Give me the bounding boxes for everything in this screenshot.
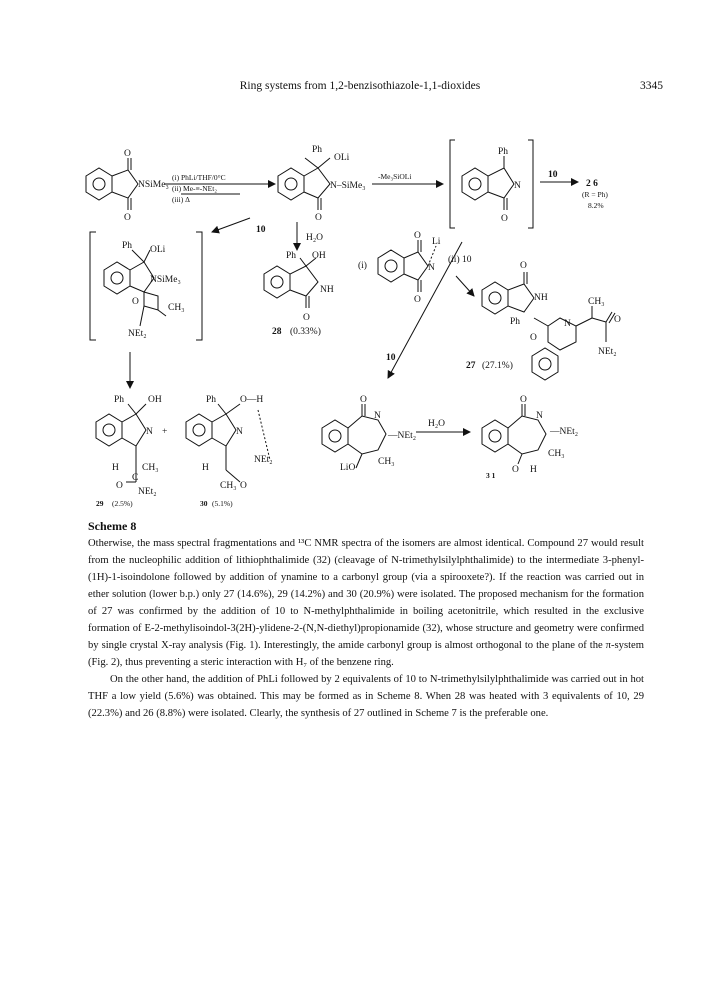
compound-28: 28: [272, 327, 282, 337]
label-h: H: [202, 463, 209, 473]
compound-27-yield: (27.1%): [482, 361, 513, 371]
paragraph: Otherwise, the mass spectral fragmentations and ¹³C NMR spectra of the isomers are almost identical. Compound 27 would result from the nucleophilic addition of lithiophthalimide (32) (cleavage of N-trimethylsilylphthalimide) to the intermediate 3-phenyl-(1H)-1-isoindolone followed by addition of ynamine to a carbonyl group (via a spirooxete?). If the reaction was carried out in ether solution (lower b.p.) only 27 (14.6%), 29 (14.2%) and 30 (20.9%) were isolated. The proposed mechanism for the formation of 27 was confirmed by the addition of 10 to N-methylphthalimide in boiling acetonitrile, which resulted in the exclusive formation of E-2-methylisoindol-3(2H)-ylidene-2-(N,N-diethyl)propionamide (32), whose structure and geometry were confirmed by single crystal X-ray analysis (Fig. 1). Interestingly, the amide carbonyl group is almost orthogonal to the plane of the π-system (Fig. 2), thus preventing a steric interaction with H₇ of the benzene ring.: [88, 538, 644, 668]
reagent-h2o: H₂O: [306, 233, 324, 243]
label-plus: +: [162, 427, 168, 437]
label-o-h: O—H: [240, 395, 264, 405]
label-ch3: CH₃: [588, 297, 605, 307]
label-o: O: [116, 481, 123, 491]
label-o: O: [520, 261, 527, 271]
label-ph: Ph: [286, 251, 297, 261]
running-title: Ring systems from 1,2-benzisothiazole-1,1-dioxides: [239, 80, 481, 92]
benzene-ring: [278, 168, 304, 200]
arrow-to-27: [456, 276, 474, 296]
body-text: [88, 535, 644, 722]
reagent-step1-iii: (iii) Δ: [172, 195, 190, 204]
label-n: N: [146, 427, 153, 437]
reagent-h2o: H₂O: [428, 419, 446, 429]
compound-29-yield: (2.5%): [112, 499, 133, 508]
label-o: O: [530, 333, 537, 343]
label-ch3: CH₃: [378, 457, 395, 467]
label-net2: NEt₂: [598, 347, 617, 357]
label-net2: NEt₂: [138, 487, 157, 497]
label-o: O: [414, 295, 421, 305]
label-oh: OH: [148, 395, 162, 405]
reagent-10: 10: [386, 353, 396, 363]
benzene-ring: [378, 250, 404, 282]
label-oli: OLi: [334, 153, 350, 163]
benzene-ring: [462, 168, 488, 200]
reagent-elimination: -Me₃SiOLi: [378, 172, 412, 181]
compound-30-yield: (5.1%): [212, 499, 233, 508]
arrow-10-left: [212, 218, 250, 232]
label-lio: LiO: [340, 463, 356, 473]
benzene-ring: [186, 414, 212, 446]
label-o: O: [360, 395, 367, 405]
label-o: O: [132, 297, 139, 307]
benzene-ring: [86, 168, 112, 200]
label-n: N: [236, 427, 243, 437]
reagent-10: 10: [256, 225, 266, 235]
compound-28-yield: (0.33%): [290, 327, 321, 337]
label-ch3: CH₃: [220, 481, 237, 491]
page-number: 3345: [640, 80, 663, 92]
label-h: H: [530, 465, 537, 475]
label-o: O: [414, 231, 421, 241]
label-ph: Ph: [312, 145, 323, 155]
label-ph: Ph: [498, 147, 509, 157]
benzene-ring: [264, 266, 290, 298]
compound-27: 27: [466, 361, 476, 371]
compound-29: 29: [96, 499, 104, 508]
label-o: O: [501, 214, 508, 224]
benzene-ring: [96, 414, 122, 446]
compound-26: 2 6: [586, 179, 598, 189]
label-oli: OLi: [150, 245, 166, 255]
reagent-ii-10: (ii) 10: [448, 255, 472, 265]
compound-26-yield: 8.2%: [588, 201, 604, 210]
label-ch3: CH₃: [142, 463, 159, 473]
label-nsime3: NSiMe₃: [150, 275, 181, 285]
benzene-ring: [482, 282, 508, 314]
reagent-step1-ii: (ii) Me-≡-NEt₂: [172, 184, 217, 193]
reagent-i: (i): [358, 261, 367, 271]
reagent-step1-i: (i) PhLi/THF/0°C: [172, 173, 226, 182]
label-net2: NEt₂: [128, 329, 147, 339]
label-n-net2: —NEt₂: [388, 431, 417, 441]
label-o: O: [240, 481, 247, 491]
label-ph: Ph: [114, 395, 125, 405]
label-nh: NH: [320, 285, 334, 295]
label-o: O: [124, 213, 131, 223]
label-net2: NEt₂: [254, 455, 273, 465]
label-n-sime3: N–SiMe₃: [330, 181, 366, 191]
benzene-ring: [482, 420, 508, 452]
benzene-ring: [532, 348, 558, 380]
reagent-10: 10: [548, 170, 558, 180]
label-n: N: [374, 411, 381, 421]
label-n: N: [564, 319, 571, 329]
paragraph: On the other hand, the addition of PhLi followed by 2 equivalents of 10 to N-trimethylsilylphthalimide was carried out in hot THF a low yield (5.6%) was obtained. This may be formed as in Scheme 8. When 28 was heated with 3 equivalents of 10, 29 (22.3%) and 26 (8.8%) were isolated. Clearly, the synthesis of 27 outlined in Scheme 7 is the preferable one.: [88, 674, 644, 719]
label-nh: NH: [534, 293, 548, 303]
compound-31: 3 1: [486, 471, 496, 480]
label-c: C: [132, 473, 139, 483]
label-li: Li: [432, 237, 441, 247]
label-ch3: CH₃: [168, 303, 185, 313]
label-ph: Ph: [122, 241, 133, 251]
label-oh: OH: [312, 251, 326, 261]
label-n: N: [536, 411, 543, 421]
label-o: O: [614, 315, 621, 325]
label-o: O: [512, 465, 519, 475]
imide-ring: [112, 170, 138, 198]
label-ph: Ph: [206, 395, 217, 405]
label-h: H: [112, 463, 119, 473]
label-ph: Ph: [510, 317, 521, 327]
compound-26-note: (R = Ph): [582, 190, 608, 199]
label-nsime3: NSiMe₃: [138, 180, 169, 190]
label-o: O: [124, 149, 131, 159]
benzene-ring: [104, 262, 130, 294]
compound-30: 30: [200, 499, 208, 508]
label-net2: —NEt₂: [550, 427, 579, 437]
label-o: O: [520, 395, 527, 405]
scheme-caption: Scheme 8: [88, 519, 137, 533]
label-o: O: [303, 313, 310, 323]
label-n: N: [428, 263, 435, 273]
label-ch3: CH₃: [548, 449, 565, 459]
benzene-ring: [322, 420, 348, 452]
label-n: N: [514, 181, 521, 191]
label-o: O: [315, 213, 322, 223]
